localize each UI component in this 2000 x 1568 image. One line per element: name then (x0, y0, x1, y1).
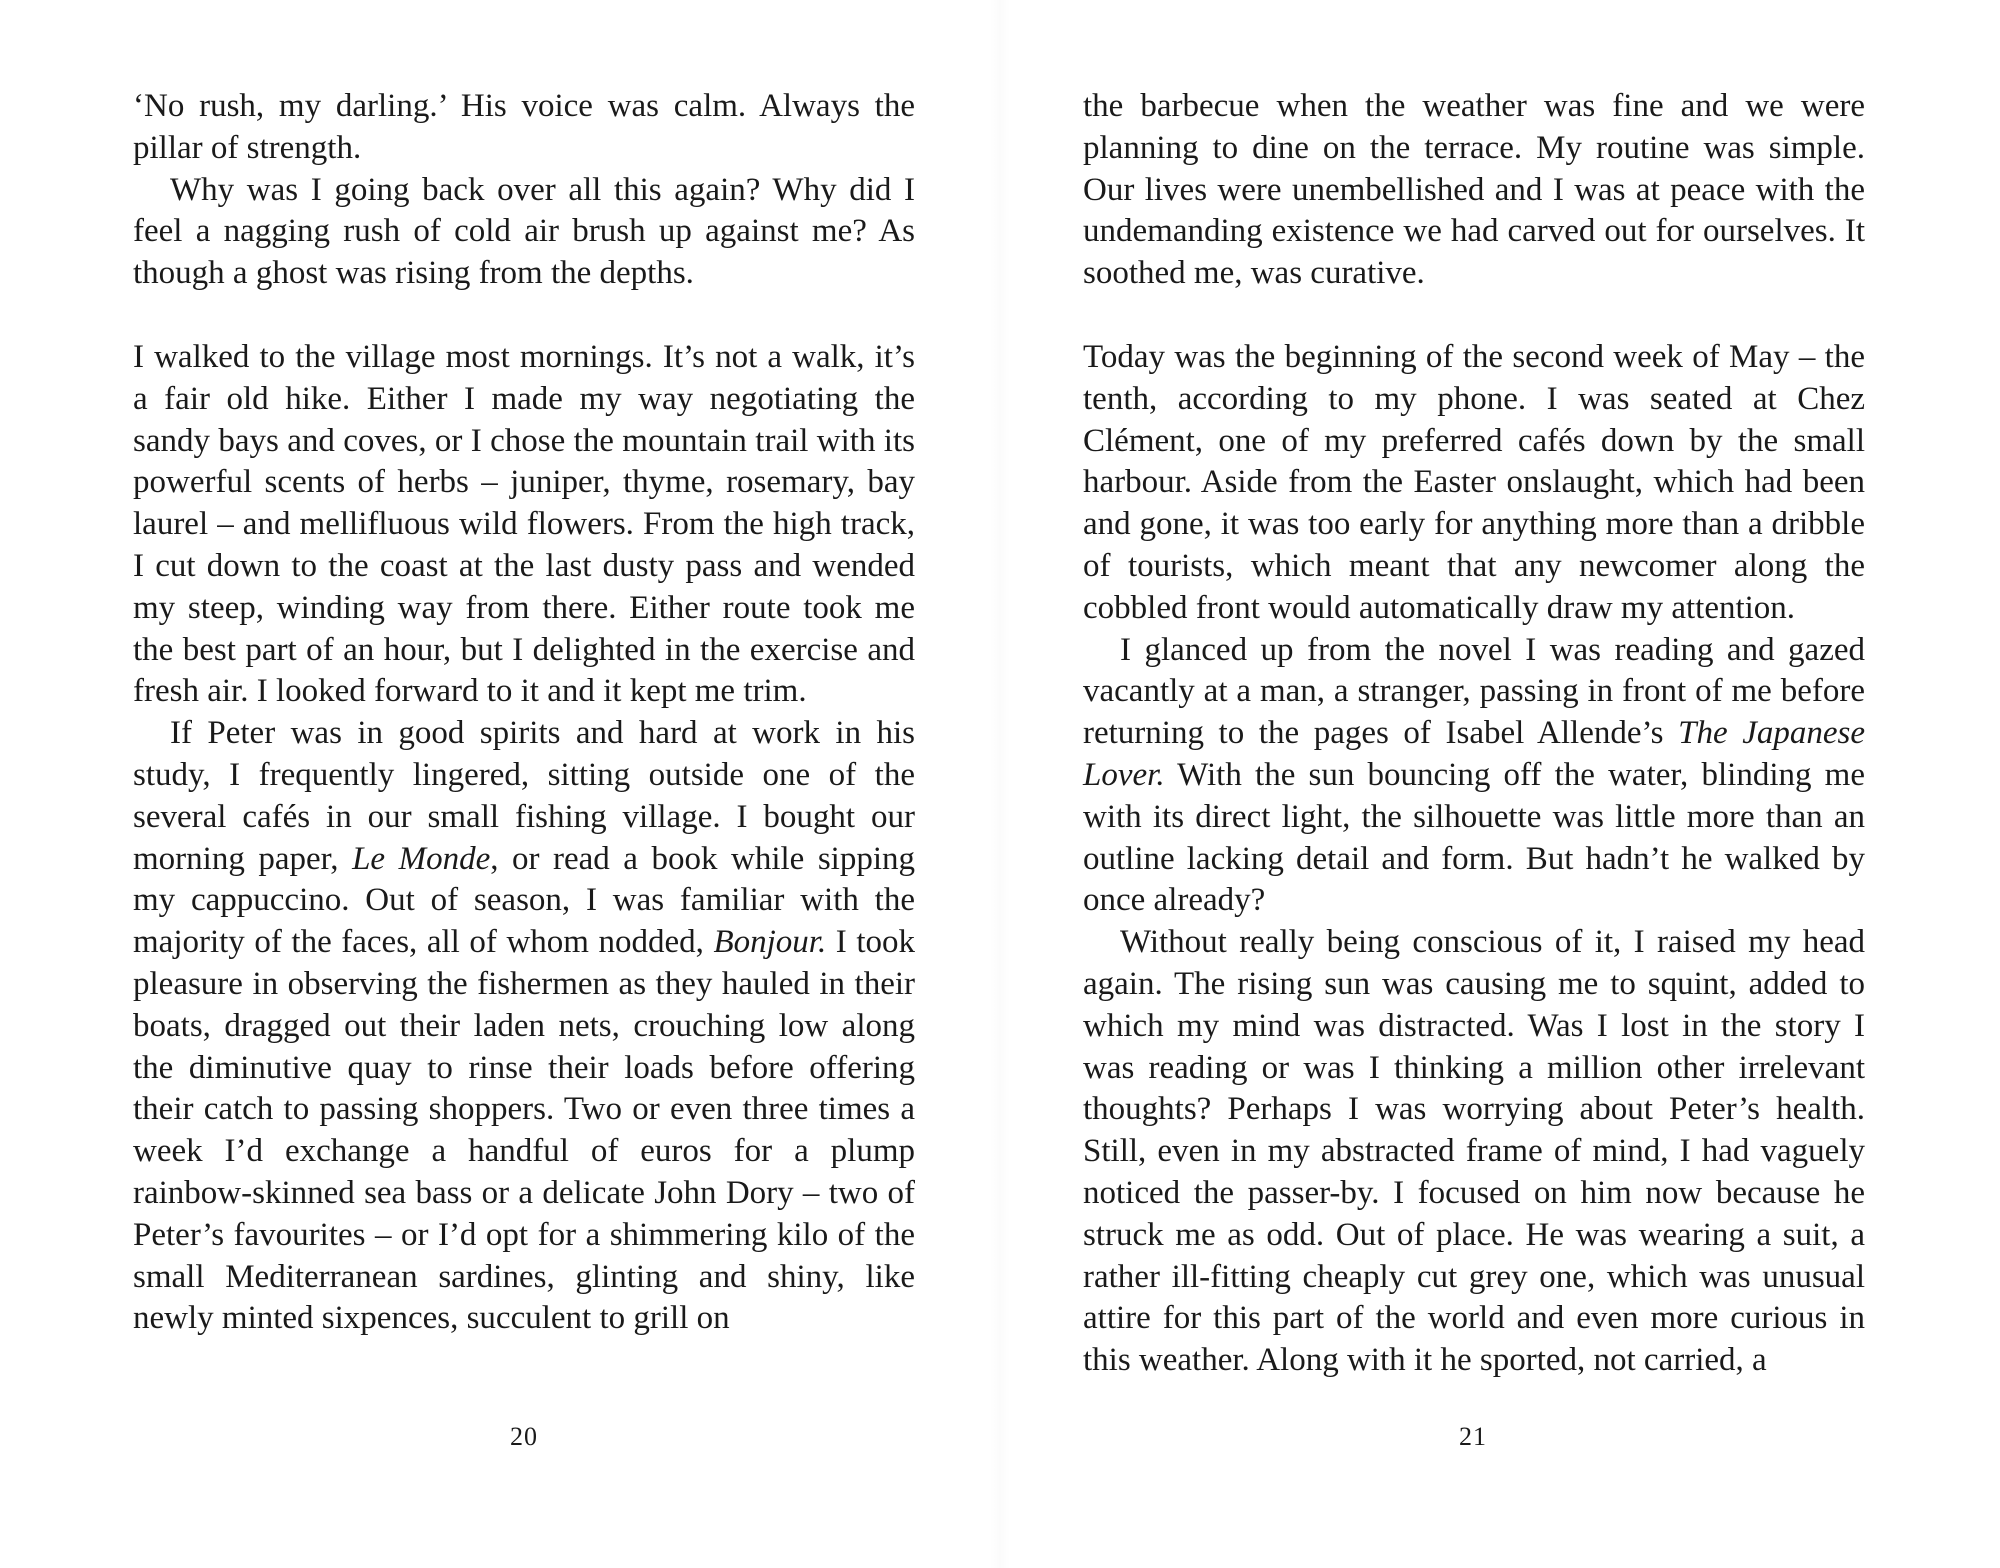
left-paragraph-4-text-a: If Peter was in good spirits and hard at work in his study, I frequently lingered, sitting outside one of the several cafés in our small fishing village. I bought our morning paper, (133, 715, 915, 877)
right-paragraph-1: the barbecue when the weather was fine and we were planning to dine on the terrace. My routine was simple. Our lives were unembellished and I was at peace with the undemanding existence we had carved out for ourselves. It soothed me, was curative. (1083, 88, 1865, 292)
right-page (1083, 86, 1865, 1382)
book-title: The Japanese Lover. (1083, 715, 1865, 793)
page-number-left: 20 (510, 1422, 538, 1451)
left-paragraph-1: ‘No rush, my darling.’ His voice was calm. Always the pillar of strength. (133, 88, 915, 166)
gutter (990, 0, 1010, 1568)
right-paragraph-3 (1083, 630, 1865, 923)
left-paragraph-4-text-b: , or read a book while sipping my cappuccino. Out of season, I was familiar with the majority of the faces, all of whom nodded, (133, 840, 915, 961)
left-paragraph-4-text-c: I took pleasure in observing the fishermen as they hauled in their boats, dragged out their laden nets, crouching low along the diminutive quay to rinse their loads before offering their catch to passing shoppers. Two or even three times a week I’d exchange a handful of euros for a plump rainbow-skinned sea bass or a delicate John Dory – two of Peter’s favourites – or I’d opt for a shimmering kilo of the small Mediterranean sardines, glinting and shiny, like newly minted sixpences, succulent to grill on (133, 924, 915, 1337)
left-page (133, 86, 915, 1340)
left-paragraph-2: Why was I going back over all this again? Why did I feel a nagging rush of cold air brush up against me? As though a ghost was rising from the depths. (133, 171, 915, 292)
right-paragraph-3-text-a: I glanced up from the novel I was reading and gazed vacantly at a man, a stranger, passing in front of me before returning to the pages of Isabel Allende’s (1083, 631, 1865, 752)
newspaper-title: Le Monde (352, 840, 491, 877)
right-paragraph-3-text-b: With the sun bouncing off the water, blinding me with its direct light, the silhouette was little more than an outline lacking detail and form. But hadn’t he walked by once already? (1083, 756, 1865, 919)
page-number-right: 21 (1459, 1422, 1487, 1451)
right-paragraph-4: Without really being conscious of it, I raised my head again. The rising sun was causing me to squint, added to which my mind was distracted. Was I lost in the story I was reading or was I thinking a million other irrelevant thoughts? Perhaps I was worrying about Peter’s health. Still, even in my abstracted frame of mind, I had vaguely noticed the passer-by. I focused on him now because he struck me as odd. Out of place. He was wearing a suit, a rather ill-fitting cheaply cut grey one, which was unusual attire for this part of the world and even more curious in this weather. Along with it he sported, not carried, a (1083, 924, 1865, 1379)
right-paragraph-2: Today was the beginning of the second week of May – the tenth, according to my phone. I was seated at Chez Clément, one of my preferred cafés down by the small harbour. Aside from the Easter onslaught, which had been and gone, it was too early for anything more than a dribble of tourists, which meant that any newcomer along the cobbled front would automatically draw my attention. (1083, 338, 1865, 626)
left-paragraph-4 (133, 713, 915, 1340)
left-paragraph-3: I walked to the village most mornings. It’s not a walk, it’s a fair old hike. Either I made my way negotiating the sandy bays and coves, or I chose the mountain trail with its powerful scents of herbs – juniper, thyme, rosemary, bay laurel – and mellifluous wild flowers. From the high track, I cut down to the coast at the last dusty pass and wended my steep, winding way from there. Either route took me the best part of an hour, but I delighted in the exercise and fresh air. I looked forward to it and it kept me trim. (133, 338, 915, 710)
greeting-word: Bonjour. (713, 924, 827, 961)
